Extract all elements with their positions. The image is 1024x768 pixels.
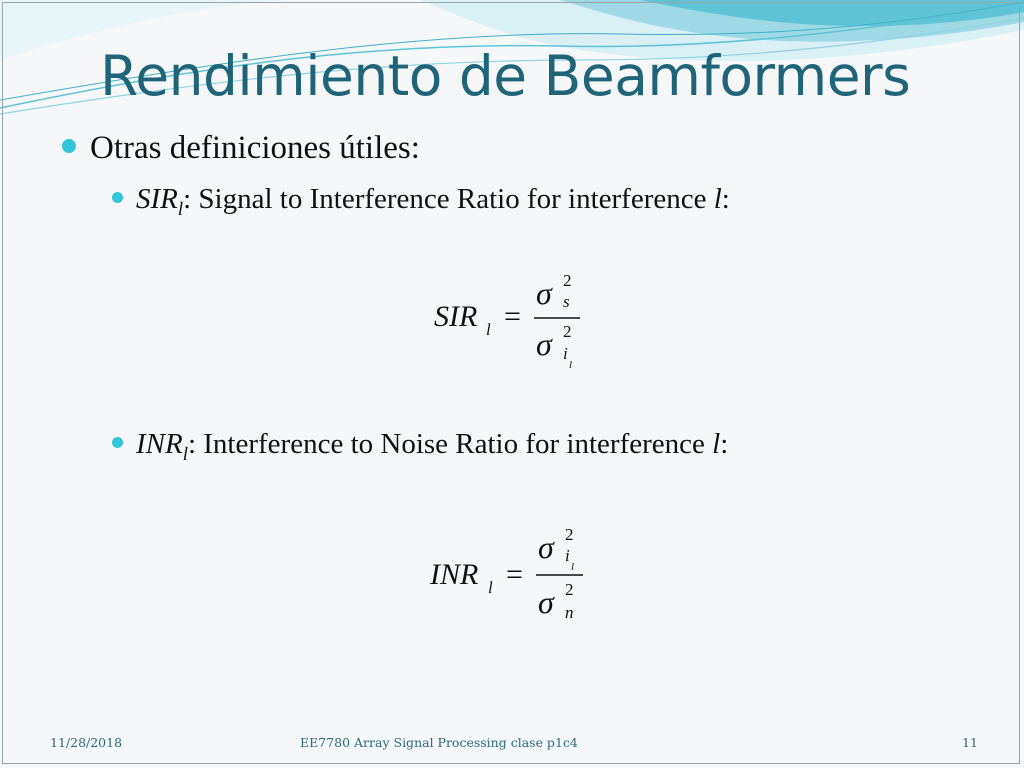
bullet-dot-icon [112, 192, 123, 203]
sir-colon: : [721, 183, 730, 215]
inr-num-sup: 2 [565, 525, 574, 544]
inr-equation [428, 516, 603, 628]
sir-den-sub: i [563, 344, 568, 363]
inr-eq-equals: = [506, 558, 523, 591]
inr-num-sub: i [565, 546, 570, 565]
inr-den-sup: 2 [565, 580, 574, 599]
inr-num-sigma: σ [538, 529, 554, 565]
inr-description: : Interference to Noise Ratio for interference [187, 428, 713, 460]
sir-equation [430, 262, 600, 374]
sir-term-sub: l [177, 198, 184, 220]
bullet-sir-definition [112, 183, 730, 221]
footer-date: 11/28/2018 [50, 735, 123, 750]
sir-num-sub: s [563, 292, 570, 311]
sir-term: SIR [136, 183, 178, 215]
sir-eq-lhs: SIR [434, 300, 478, 333]
sir-eq-equals: = [504, 300, 521, 333]
bullet-dot-icon [112, 437, 123, 448]
bullet-level1 [62, 130, 420, 167]
sir-den-sigma: σ [536, 326, 552, 362]
inr-eq-lhs-sub: l [488, 578, 493, 597]
inr-num-subsub: l [571, 561, 575, 573]
sir-var: l [713, 183, 722, 215]
sir-den-subsub: l [569, 359, 573, 371]
footer-page-number: 11 [962, 735, 978, 750]
sir-description: : Signal to Interference Ratio for interference [183, 183, 714, 215]
inr-colon: : [720, 428, 729, 460]
sir-eq-lhs-sub: l [486, 320, 491, 339]
slide-border [2, 2, 1020, 764]
inr-den-sub: n [565, 603, 574, 622]
inr-eq-lhs: INR [430, 558, 479, 591]
bullet-text: Otras definiciones útiles: [90, 130, 420, 166]
slide-title: Rendimiento de Beamformers [100, 44, 911, 108]
sir-num-sigma: σ [536, 275, 552, 311]
bullet-dot-icon [62, 139, 76, 153]
sir-num-sup: 2 [563, 271, 572, 290]
inr-var: l [712, 428, 721, 460]
bullet-inr-definition [112, 428, 728, 466]
sir-den-sup: 2 [563, 322, 572, 341]
inr-term-sub: l [182, 443, 188, 465]
footer-course: EE7780 Array Signal Processing clase p1c4 [300, 735, 578, 750]
inr-den-sigma: σ [538, 584, 554, 620]
inr-term: INR [136, 428, 183, 460]
